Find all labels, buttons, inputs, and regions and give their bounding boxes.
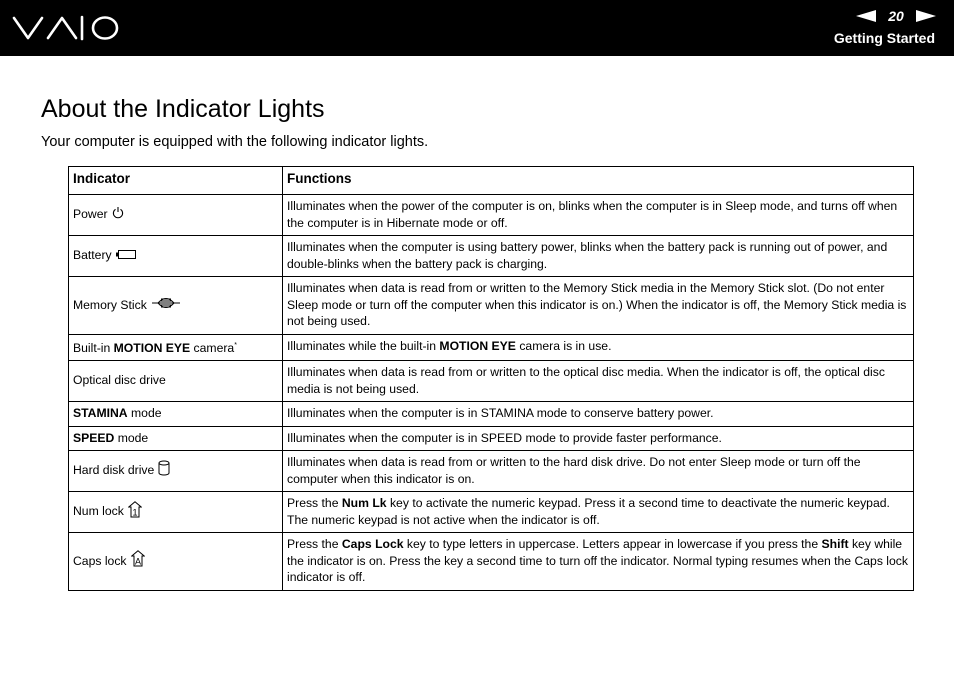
indicator-name: Optical disc drive [73,373,166,388]
indicator-name-bold: MOTION EYE [113,340,191,355]
vaio-logo [12,14,120,47]
indicator-cell [69,426,283,451]
table-row [69,334,914,361]
function-cell [283,451,914,492]
indicator-name: Hard disk drive [73,463,155,478]
indicator-label [73,338,237,357]
function-text: Illuminates while the built-in [287,338,440,353]
indicator-label [73,405,162,422]
function-cell [283,492,914,533]
page-navigation [856,7,936,25]
function-text: Press the [287,496,342,511]
num-lock-icon [128,501,142,523]
indicator-cell [69,361,283,402]
indicator-name-suffix: camera [190,340,235,355]
indicator-name: Built-in [73,340,114,355]
function-text: Illuminates when data is read from or written to the optical disc media. When the indicator is off, the optical disc media is not being used. [287,365,885,396]
indicator-cell [69,402,283,427]
table-row [69,277,914,335]
function-text: Press the [287,537,342,552]
indicator-cell [69,195,283,236]
indicator-label [73,460,170,481]
next-page-icon[interactable] [916,10,936,22]
function-text: Illuminates when the power of the computer is on, blinks when the computer is in Sleep mode, and turns off when the computer is in Hibernate mode or off. [287,199,898,230]
function-cell [283,195,914,236]
function-key-bold: Shift [821,537,849,552]
indicator-name: Memory Stick [73,297,147,312]
indicator-label [73,247,136,264]
indicator-cell [69,334,283,361]
indicator-label [73,296,181,315]
function-cell [283,361,914,402]
indicator-cell [69,451,283,492]
table-row [69,195,914,236]
table-row [69,361,914,402]
function-text: key to activate the numeric keypad. Press it a second time to deactivate the numeric keypad. The numeric keypad is not active when the indicator is off. [287,496,890,527]
function-text: Illuminates when the computer is in SPEED mode to provide faster performance. [287,430,722,445]
memory-stick-icon [151,296,181,315]
indicator-name-suffix: mode [114,430,149,445]
function-text: Illuminates when the computer is in STAMINA mode to conserve battery power. [287,406,714,421]
indicator-name-bold: STAMINA [73,406,128,421]
function-cell [283,533,914,591]
column-header-indicator: Indicator [69,167,283,195]
intro-text: Your computer is equipped with the following indicator lights. [41,134,429,150]
table-row [69,402,914,427]
indicator-name: Caps lock [73,553,127,568]
indicator-label [73,501,142,523]
indicator-name-suffix: mode [127,406,162,421]
indicator-label [73,372,166,389]
indicator-cell [69,533,283,591]
function-text: Illuminates when data is read from or written to the Memory Stick media in the Memory Stick slot. (Do not enter Sleep mode or turn off the computer when this indicator is on.) When the indicator is off, the Memory Stick media is not being used. [287,281,907,328]
indicator-label [73,206,124,224]
function-key-bold: Caps Lock [341,537,404,552]
header-bar [0,0,954,56]
caps-lock-icon [131,550,145,572]
indicator-label [73,550,145,572]
table-header-row [69,167,914,195]
power-icon [112,206,124,224]
function-text: Illuminates when the computer is using battery power, blinks when the battery pack is running out of power, and double-blinks when the battery pack is charging. [287,240,888,271]
hard-disk-icon [158,460,170,481]
function-text: key to type letters in uppercase. Letters appear in lowercase if you press the [403,537,822,552]
function-cell [283,236,914,277]
function-key-bold: MOTION EYE [439,338,516,353]
indicator-table [68,166,914,591]
function-text: key while the indicator is on. Press the key a second time to turn off the indicator. Normal typing resumes when the Caps lock indicator is off. [287,537,908,585]
indicator-cell [69,492,283,533]
svg-text:A: A [134,556,141,567]
indicator-name: Num lock [73,504,124,519]
indicator-label [73,430,148,447]
svg-text:1: 1 [132,507,138,518]
function-key-bold: Num Lk [341,496,387,511]
column-header-functions: Functions [283,167,914,195]
footnote-mark: * [234,341,237,349]
indicator-name: Power [73,207,108,222]
table-row [69,426,914,451]
function-text: camera is in use. [515,338,612,353]
previous-page-icon[interactable] [856,10,876,22]
table-row [69,492,914,533]
page-title: About the Indicator Lights [41,95,325,123]
indicator-name-bold: SPEED [73,430,115,445]
indicator-cell [69,277,283,335]
indicator-cell [69,236,283,277]
table-row [69,451,914,492]
section-title: Getting Started [833,30,935,46]
function-text: Illuminates when data is read from or written to the hard disk drive. Do not enter Sleep mode or turn off the computer when this indicator is on. [287,455,861,486]
function-cell [283,426,914,451]
function-cell [283,277,914,335]
indicator-name: Battery [73,248,112,263]
function-cell [283,402,914,427]
page-number: 20 [888,8,904,24]
table-row [69,236,914,277]
function-cell [283,334,914,361]
battery-icon [116,247,136,264]
table-row [69,533,914,591]
